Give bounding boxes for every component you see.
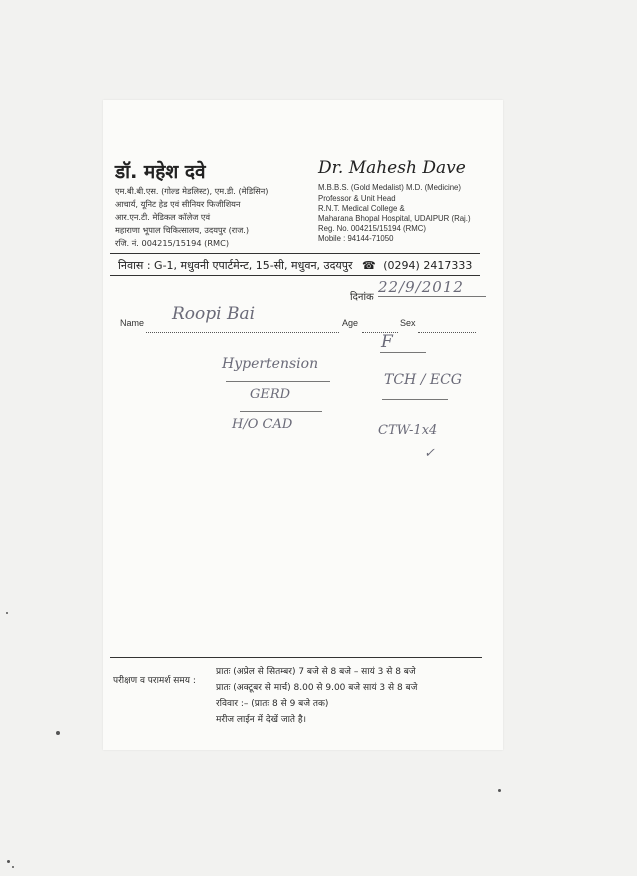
name-dotted-line <box>146 324 339 333</box>
scan-speck <box>12 866 14 868</box>
medication-note: CTW-1x4 <box>378 423 438 438</box>
qualification-hindi-line: रजि. नं. 004215/15194 (RMC) <box>115 238 230 248</box>
scan-speck <box>56 731 60 735</box>
sex-dotted-line <box>418 324 476 333</box>
phone-number: (0294) 2417333 <box>383 259 473 272</box>
diagnosis-note: Hypertension <box>222 356 319 372</box>
qualification-english-line: Professor & Unit Head <box>318 194 396 203</box>
consultation-hours-label: परीक्षण व परामर्श समय : <box>113 676 196 686</box>
qualification-hindi-line: आर.एन.टी. मेडिकल कॉलेज एवं <box>115 212 211 222</box>
diagnosis-note: H/O CAD <box>232 417 293 432</box>
address-line <box>118 258 472 273</box>
header-divider-bottom <box>110 275 480 276</box>
date-value: 22/9/2012 <box>378 278 464 296</box>
address-text: निवास : G-1, मधुवनी एपार्टमेन्ट, 15-सी, मधुवन, उदयपुर <box>118 259 353 272</box>
consultation-hours-line: मरीज लाईन में देखें जाते है। <box>216 715 307 725</box>
qualification-hindi-line: आचार्य, यूनिट हेड एवं सीनियर फिजीशियन <box>115 199 241 209</box>
consultation-hours-line: रविवार :– (प्रातः 8 से 9 बजे तक) <box>216 699 329 709</box>
scan-speck <box>498 789 501 792</box>
note-underline <box>240 411 322 412</box>
telephone-icon: ☎ <box>362 259 376 272</box>
medication-tick-mark: ✓ <box>424 446 435 461</box>
doctor-name-english: Dr. Mahesh Dave <box>318 158 466 178</box>
scan-speck <box>6 612 8 614</box>
qualification-hindi-line: महाराणा भूपाल चिकित्सालय, उदयपुर (राज.) <box>115 225 250 235</box>
sex-label: Sex <box>400 318 416 328</box>
footer-divider <box>110 657 482 658</box>
diagnosis-note: GERD <box>250 387 291 402</box>
qualification-english-line: Reg. No. 004215/15194 (RMC) <box>318 224 426 233</box>
name-label: Name <box>120 318 145 328</box>
qualification-hindi-line: एम.बी.बी.एस. (गोल्ड मेडलिस्ट), एम.डी. (मेडिसिन) <box>115 186 269 196</box>
date-label: दिनांक <box>350 292 374 303</box>
header-divider-top <box>110 253 480 254</box>
note-underline <box>382 399 448 400</box>
consultation-hours-line: प्रातः (अक्टूबर से मार्च) 8.00 से 9.00 बजे सायं 3 से 8 बजे <box>216 683 418 693</box>
handwritten-sex-mark: F <box>381 332 393 352</box>
note-underline <box>226 381 330 382</box>
prescription-sheet <box>103 100 503 750</box>
consultation-hours-line: प्रातः (अप्रेल से सितम्बर) 7 बजे से 8 बजे – सायं 3 से 8 बजे <box>216 667 416 677</box>
qualification-english-line: R.N.T. Medical College & <box>318 204 405 213</box>
age-label: Age <box>342 318 359 328</box>
note-underline <box>380 352 426 353</box>
date-underline <box>378 296 486 297</box>
qualification-english-line: Maharana Bhopal Hospital, UDAIPUR (Raj.) <box>318 214 471 223</box>
qualification-english-line: M.B.B.S. (Gold Medalist) M.D. (Medicine) <box>318 183 461 192</box>
doctor-name-hindi: डॉ. महेश दवे <box>115 161 206 183</box>
investigation-note: TCH / ECG <box>384 372 462 388</box>
qualification-english-line: Mobile : 94144-71050 <box>318 234 394 243</box>
patient-name-value: Roopi Bai <box>172 304 256 324</box>
scan-speck <box>7 860 10 863</box>
